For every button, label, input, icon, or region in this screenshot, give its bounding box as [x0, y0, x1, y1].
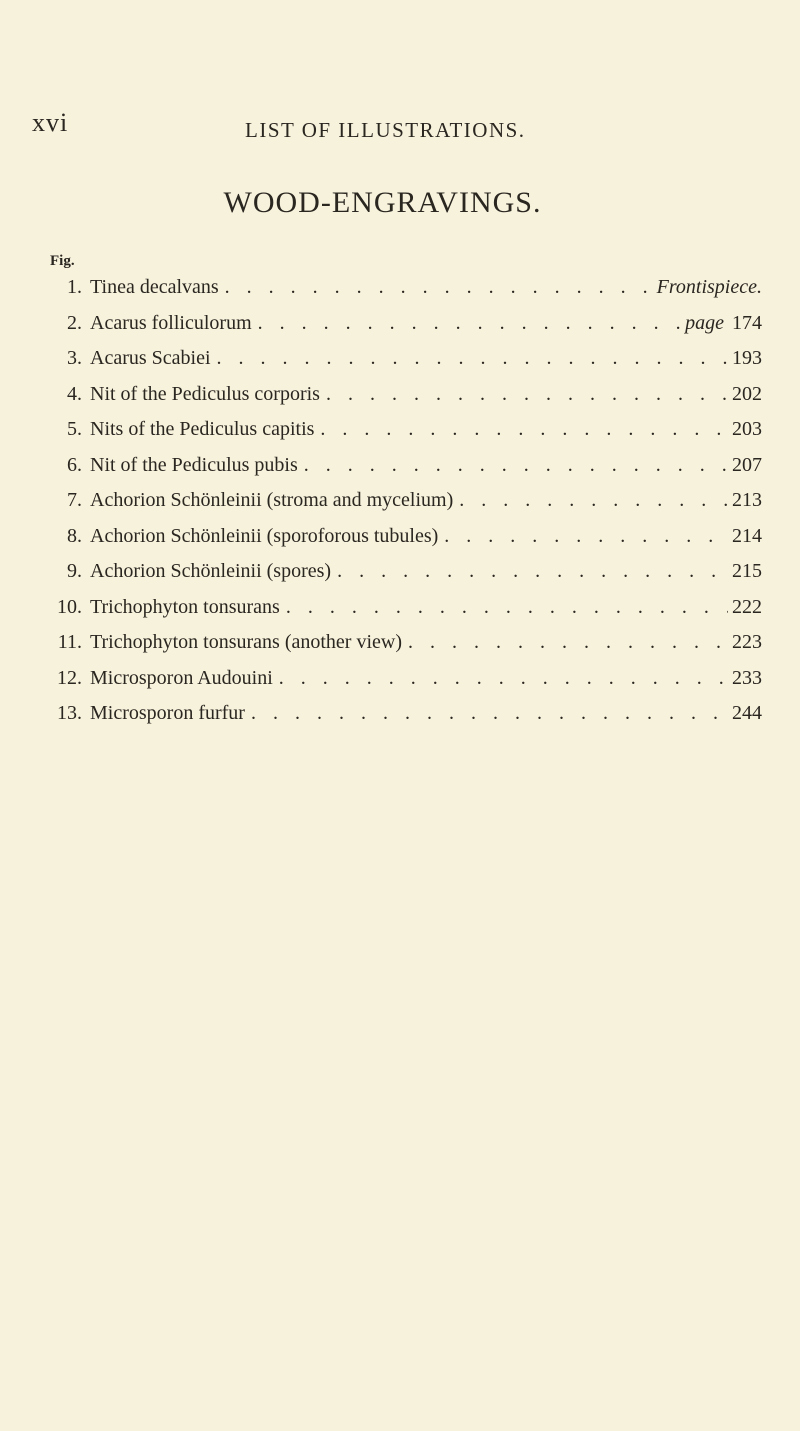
- leader-dots: [314, 412, 728, 448]
- list-item: [40, 412, 762, 448]
- section-title: WOOD-ENGRAVINGS.: [223, 186, 542, 219]
- figure-title: Acarus folliculorum: [90, 311, 252, 334]
- leader-dots: [402, 625, 728, 661]
- list-item: [40, 519, 762, 555]
- leader-dots: [453, 483, 728, 519]
- figure-page: 244: [732, 702, 762, 724]
- figure-title: Achorion Schönleinii (spores): [90, 560, 332, 582]
- figure-page: 233: [732, 666, 762, 689]
- figure-number: 9.: [67, 560, 82, 582]
- list-item: [40, 661, 762, 697]
- figure-number: 8.: [67, 524, 82, 547]
- leader-dots: [273, 661, 728, 697]
- list-item: [40, 270, 762, 306]
- figure-number: 6.: [67, 453, 82, 476]
- list-item: [40, 306, 762, 342]
- list-item: [40, 590, 762, 626]
- figure-page: 193: [732, 347, 762, 369]
- list-item: [40, 448, 762, 484]
- running-title: LIST OF ILLUSTRATIONS.: [245, 118, 526, 142]
- leader-dots: [219, 270, 653, 306]
- figure-page: 223: [732, 631, 762, 653]
- figure-title: Nit of the Pediculus corporis: [90, 382, 320, 405]
- list-item: [40, 377, 762, 413]
- figure-number: 1.: [67, 276, 82, 298]
- leader-dots: [298, 448, 728, 484]
- list-item: [40, 696, 762, 732]
- figure-title: Microsporon furfur: [90, 702, 245, 724]
- leader-dots: [252, 306, 681, 342]
- figure-title: Acarus Scabiei: [90, 347, 211, 369]
- figure-title: Nit of the Pediculus pubis: [90, 453, 298, 476]
- figure-page: 215: [732, 560, 762, 582]
- figure-page: 174: [732, 311, 762, 334]
- figure-number: 2.: [67, 311, 82, 334]
- figure-page: 214: [732, 524, 762, 547]
- list-item: [40, 625, 762, 661]
- running-head: [32, 108, 772, 148]
- fig-column-label: Fig.: [50, 253, 75, 269]
- figure-title: Tinea decalvans: [90, 276, 219, 298]
- figure-title: Achorion Schönleinii (sporoforous tubules): [90, 524, 439, 547]
- figure-number: 12.: [57, 666, 82, 689]
- leader-dots: [245, 696, 728, 732]
- figure-number: 3.: [67, 347, 82, 369]
- figure-number: 10.: [57, 595, 82, 618]
- list-item: [40, 554, 762, 590]
- figure-page-wrapper: [681, 306, 762, 342]
- figure-title: Trichophyton tonsurans (another view): [90, 631, 402, 653]
- figure-page: 222: [732, 595, 762, 618]
- figure-title: Microsporon Audouini: [90, 666, 273, 689]
- leader-dots: [211, 341, 728, 377]
- figure-number: 11.: [57, 631, 82, 653]
- figure-page: 213: [732, 489, 762, 511]
- page-prefix: page: [685, 311, 724, 334]
- leader-dots: [320, 377, 728, 413]
- figure-number: 7.: [67, 489, 82, 511]
- figure-title: Achorion Schönleinii (stroma and mycelium): [90, 489, 454, 511]
- leader-dots: [331, 554, 728, 590]
- figure-page: Frontispiece.: [656, 276, 762, 298]
- figure-number: 13.: [57, 702, 82, 724]
- page-number: xvi: [32, 108, 69, 137]
- list-item: [40, 483, 762, 519]
- leader-dots: [438, 519, 728, 555]
- figure-page: 202: [732, 382, 762, 405]
- figure-page: 207: [732, 453, 762, 476]
- figure-title: Nits of the Pediculus capitis: [90, 418, 315, 440]
- list-item: [40, 341, 762, 377]
- leader-dots: [280, 590, 728, 626]
- illustrations-list: [40, 270, 762, 732]
- figure-title: Trichophyton tonsurans: [90, 595, 280, 618]
- figure-number: 4.: [67, 382, 82, 405]
- figure-number: 5.: [67, 418, 82, 440]
- figure-page: 203: [732, 418, 762, 440]
